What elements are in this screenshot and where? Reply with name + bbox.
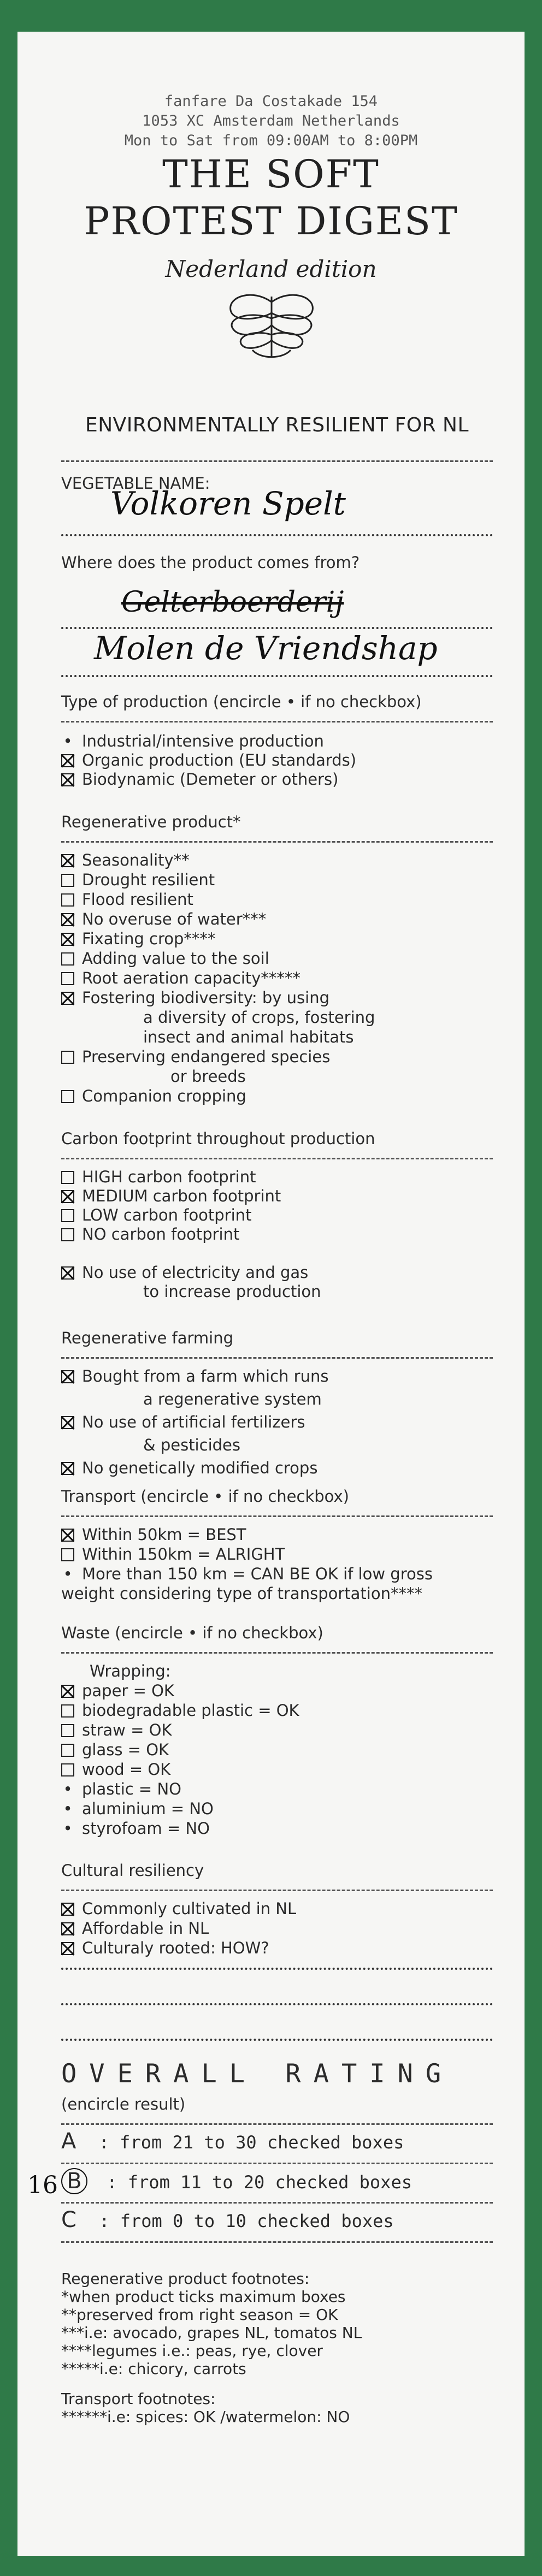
- vegetable-name-value[interactable]: Volkoren Spelt: [110, 485, 346, 522]
- rating-letter: C: [61, 2207, 76, 2232]
- divider: [61, 841, 493, 843]
- checklist-item-label: Industrial/intensive production: [82, 732, 324, 750]
- checklist-item: [61, 1282, 321, 1301]
- checklist-item-label: Organic production (EU standards): [82, 751, 357, 769]
- checklist-item[interactable]: [61, 1168, 256, 1186]
- edition-subtitle: ENVIRONMENTALLY RESILIENT FOR NL: [85, 414, 469, 436]
- divider: [61, 1652, 493, 1654]
- farming-label: Regenerative farming: [61, 1329, 233, 1347]
- checklist-item[interactable]: [61, 1459, 317, 1477]
- empty-checkbox[interactable]: [61, 1724, 74, 1737]
- checklist-item[interactable]: [61, 1263, 308, 1282]
- checked-checkbox[interactable]: [61, 1416, 74, 1429]
- checklist-item: [61, 1028, 354, 1046]
- bullet-icon: •: [63, 1565, 73, 1583]
- checked-checkbox[interactable]: [61, 854, 74, 867]
- transport-footnotes: [61, 2390, 350, 2426]
- production-label: Type of production (encircle • if no checkbox): [61, 692, 422, 711]
- rating-range: : from 21 to 30 checked boxes: [98, 2132, 404, 2153]
- cultural-label: Cultural resiliency: [61, 1861, 204, 1880]
- checklist-item-label: Biodynamic (Demeter or others): [82, 770, 339, 789]
- checklist-item[interactable]: [61, 1899, 296, 1918]
- dotted-line: [61, 2039, 493, 2041]
- empty-checkbox[interactable]: [61, 893, 74, 907]
- checklist-item-label: insect and animal habitats: [143, 1028, 354, 1046]
- checklist-item-label: Wrapping:: [90, 1662, 171, 1680]
- empty-checkbox[interactable]: [61, 1548, 74, 1561]
- checked-checkbox[interactable]: [61, 1370, 74, 1383]
- checklist-item[interactable]: [61, 1721, 172, 1739]
- rating-row-b[interactable]: [61, 2168, 493, 2194]
- dotted-line: [61, 2003, 493, 2005]
- checklist-item-label: HIGH carbon footprint: [82, 1168, 256, 1186]
- checklist-item-label: & pesticides: [143, 1436, 240, 1454]
- checklist-item[interactable]: [61, 870, 215, 889]
- divider: [61, 1357, 493, 1359]
- footnote-line: ******i.e: spices: OK /watermelon: NO: [61, 2408, 350, 2426]
- checklist-item-label: Companion cropping: [82, 1087, 246, 1105]
- divider: [61, 1515, 493, 1517]
- checklist-item-label: Preserving endangered species: [82, 1047, 331, 1066]
- checklist-item-label: More than 150 km = CAN BE OK if low gross: [82, 1565, 433, 1583]
- checklist-item[interactable]: [61, 770, 338, 789]
- checklist-item[interactable]: [61, 890, 193, 909]
- checklist-item[interactable]: [61, 1740, 169, 1759]
- divider: [61, 2123, 493, 2125]
- checklist-item-label: styrofoam = NO: [82, 1819, 210, 1838]
- empty-checkbox[interactable]: [61, 1704, 74, 1718]
- divider: [61, 2202, 493, 2204]
- checklist-item: [61, 1008, 375, 1027]
- checklist-item: [61, 1819, 210, 1838]
- checklist-item-label: NO carbon footprint: [82, 1225, 240, 1243]
- checklist-item[interactable]: [61, 988, 329, 1007]
- divider: [61, 460, 493, 462]
- checklist-item[interactable]: [61, 1701, 299, 1720]
- checklist-item-label: Root aeration capacity*****: [82, 969, 301, 987]
- checklist-item-label: Drought resilient: [82, 870, 215, 889]
- checklist-item[interactable]: [61, 929, 215, 948]
- bullet-icon: •: [63, 1799, 73, 1818]
- checklist-item[interactable]: [61, 1047, 330, 1066]
- checklist-item-label: a diversity of crops, fostering: [143, 1008, 375, 1027]
- checklist-item-label: Culturaly rooted: HOW?: [82, 1939, 269, 1957]
- divider: [61, 2241, 493, 2243]
- checklist-item[interactable]: [61, 1367, 328, 1385]
- checklist-item-label: paper = OK: [82, 1681, 174, 1700]
- empty-checkbox[interactable]: [61, 952, 74, 966]
- checklist-item[interactable]: [61, 1545, 285, 1564]
- checklist-item-label: to increase production: [143, 1282, 321, 1301]
- checked-checkbox[interactable]: [61, 992, 74, 1005]
- empty-checkbox[interactable]: [61, 1051, 74, 1064]
- checked-checkbox[interactable]: [61, 1942, 74, 1955]
- checklist-item[interactable]: [61, 1525, 246, 1544]
- checklist-item[interactable]: [61, 1087, 246, 1105]
- checklist-item-label: straw = OK: [82, 1721, 172, 1739]
- checklist-item: [61, 1067, 246, 1086]
- empty-checkbox[interactable]: [61, 1763, 74, 1776]
- checklist-item-label: Within 150km = ALRIGHT: [82, 1545, 285, 1564]
- footnote-line: ****legumes i.e.: peas, rye, clover: [61, 2342, 323, 2360]
- checked-checkbox[interactable]: [61, 1190, 74, 1203]
- regenerative-label: Regenerative product*: [61, 813, 241, 831]
- checklist-item[interactable]: [61, 1681, 174, 1700]
- checklist-item-label: No use of artificial fertilizers: [82, 1413, 305, 1431]
- footnote-line: *****i.e: chicory, carrots: [61, 2360, 246, 2378]
- checklist-item-label: No use of electricity and gas: [82, 1263, 309, 1282]
- divider: [61, 721, 493, 723]
- regenerative-footnotes: [61, 2270, 362, 2378]
- transport-label: Transport (encircle • if no checkbox): [61, 1487, 349, 1506]
- waste-label: Waste (encircle • if no checkbox): [61, 1624, 323, 1642]
- checklist-item[interactable]: [61, 1206, 251, 1224]
- checklist-item[interactable]: [61, 1187, 281, 1205]
- rating-subtitle: (encircle result): [61, 2095, 186, 2113]
- address-line-1: fanfare Da Costakade 154: [164, 93, 378, 110]
- checklist-item-label: biodegradable plastic = OK: [82, 1701, 299, 1720]
- origin-label: Where does the product comes from?: [61, 553, 360, 572]
- overall-rating-title: OVERALL RATING: [61, 2059, 454, 2089]
- divider: [61, 1158, 493, 1159]
- checklist-item-label: Fostering biodiversity: by using: [82, 988, 329, 1007]
- checklist-item-label: glass = OK: [82, 1740, 169, 1759]
- checklist-item-label: Affordable in NL: [82, 1919, 209, 1938]
- bullet-icon: •: [63, 1780, 73, 1798]
- checklist-item: [61, 1799, 214, 1818]
- digest-title: [17, 151, 525, 245]
- checklist-item: [61, 1584, 422, 1603]
- checked-checkbox[interactable]: [61, 1685, 74, 1698]
- empty-checkbox[interactable]: [61, 874, 74, 887]
- checklist-item-label: No genetically modified crops: [82, 1459, 318, 1477]
- rating-row-a[interactable]: [61, 2129, 493, 2154]
- checklist-item-label: plastic = NO: [82, 1780, 181, 1798]
- checklist-item[interactable]: [61, 1413, 305, 1431]
- checklist-item-label: Fixating crop****: [82, 929, 216, 948]
- empty-checkbox[interactable]: [61, 1090, 74, 1103]
- rating-row-c[interactable]: [61, 2207, 493, 2232]
- checked-checkbox[interactable]: [61, 1462, 74, 1475]
- checklist-item-label: Adding value to the soil: [82, 949, 269, 968]
- checklist-item-label: Commonly cultivated in NL: [82, 1899, 297, 1918]
- title-line-1: THE SOFT: [162, 152, 380, 197]
- checklist-item-label: Seasonality**: [82, 851, 190, 869]
- checked-checkbox[interactable]: [61, 1529, 74, 1542]
- rating-range: : from 0 to 10 checked boxes: [99, 2211, 394, 2231]
- checklist-item-label: LOW carbon footprint: [82, 1206, 252, 1224]
- receipt: [17, 32, 525, 2556]
- ornament-logo: [220, 291, 323, 365]
- bullet-icon: •: [63, 732, 73, 750]
- checklist-item[interactable]: [61, 751, 356, 769]
- checklist-item[interactable]: [61, 1225, 239, 1243]
- dotted-line: [61, 627, 493, 629]
- dotted-line: [61, 1968, 493, 1970]
- checked-checkbox[interactable]: [61, 1266, 74, 1280]
- checklist-item-label: Bought from a farm which runs: [82, 1367, 329, 1385]
- empty-checkbox[interactable]: [61, 1228, 74, 1241]
- bullet-icon: •: [63, 1819, 73, 1838]
- carbon-label: Carbon footprint throughout production: [61, 1129, 375, 1148]
- vegetable-name-label: VEGETABLE NAME:: [61, 474, 210, 493]
- footnote-line: **preserved from right season = OK: [61, 2306, 338, 2324]
- empty-checkbox[interactable]: [61, 972, 74, 985]
- checklist-item: [61, 1780, 181, 1798]
- checklist-item: [61, 732, 324, 750]
- dotted-line: [61, 675, 493, 677]
- checklist-item-label: wood = OK: [82, 1760, 171, 1779]
- dotted-line: [61, 534, 493, 536]
- checklist-item[interactable]: [61, 949, 269, 968]
- checked-checkbox[interactable]: [61, 1903, 74, 1916]
- checklist-item: [61, 1662, 171, 1680]
- checklist-item[interactable]: [61, 851, 190, 869]
- checklist-item-label: a regenerative system: [143, 1390, 322, 1408]
- checked-checkbox[interactable]: [61, 933, 74, 946]
- checklist-item[interactable]: [61, 969, 301, 987]
- checked-checkbox[interactable]: [61, 754, 74, 767]
- checklist-item-label: No overuse of water***: [82, 910, 267, 928]
- rating-letter: B: [61, 2168, 87, 2194]
- checklist-item[interactable]: [61, 1760, 170, 1779]
- store-address: [17, 92, 525, 151]
- checked-checkbox[interactable]: [61, 913, 74, 926]
- handwritten-score: 16: [27, 2171, 58, 2199]
- checked-checkbox[interactable]: [61, 1922, 74, 1935]
- checklist-item[interactable]: [61, 910, 266, 928]
- footnote-line: ***i.e: avocado, grapes NL, tomatos NL: [61, 2324, 362, 2342]
- checklist-item[interactable]: [61, 1919, 209, 1938]
- checked-checkbox[interactable]: [61, 773, 74, 786]
- footnote-line: *when product ticks maximum boxes: [61, 2288, 346, 2306]
- checklist-item-label: Flood resilient: [82, 890, 193, 909]
- checklist-item-label: Within 50km = BEST: [82, 1525, 246, 1544]
- rating-letter: A: [61, 2129, 76, 2154]
- divider: [61, 2163, 493, 2164]
- empty-checkbox[interactable]: [61, 1209, 74, 1222]
- checklist-item[interactable]: [61, 1939, 269, 1957]
- rating-range: : from 11 to 20 checked boxes: [107, 2172, 412, 2193]
- checklist-item-label: aluminium = NO: [82, 1799, 214, 1818]
- origin-struck-value: Gelterboerderij: [121, 586, 344, 619]
- checklist-item: [61, 1565, 433, 1583]
- checklist-item-label: MEDIUM carbon footprint: [82, 1187, 281, 1205]
- divider: [61, 1890, 493, 1891]
- edition-label: Nederland edition: [165, 256, 377, 282]
- empty-checkbox[interactable]: [61, 1744, 74, 1757]
- empty-checkbox[interactable]: [61, 1171, 74, 1184]
- checklist-item-label: weight considering type of transportation****: [61, 1584, 422, 1603]
- checklist-item-label: or breeds: [170, 1067, 246, 1086]
- title-line-2: PROTEST DIGEST: [84, 199, 458, 244]
- footnotes-title: Transport footnotes:: [61, 2390, 216, 2408]
- footnotes-title: Regenerative product footnotes:: [61, 2270, 310, 2288]
- checklist-item: [61, 1390, 322, 1408]
- checklist-item: [61, 1436, 240, 1454]
- origin-value[interactable]: Molen de Vriendshap: [94, 630, 438, 667]
- address-line-2: 1053 XC Amsterdam Netherlands: [142, 112, 400, 129]
- opening-hours: Mon to Sat from 09:00AM to 8:00PM: [124, 132, 418, 149]
